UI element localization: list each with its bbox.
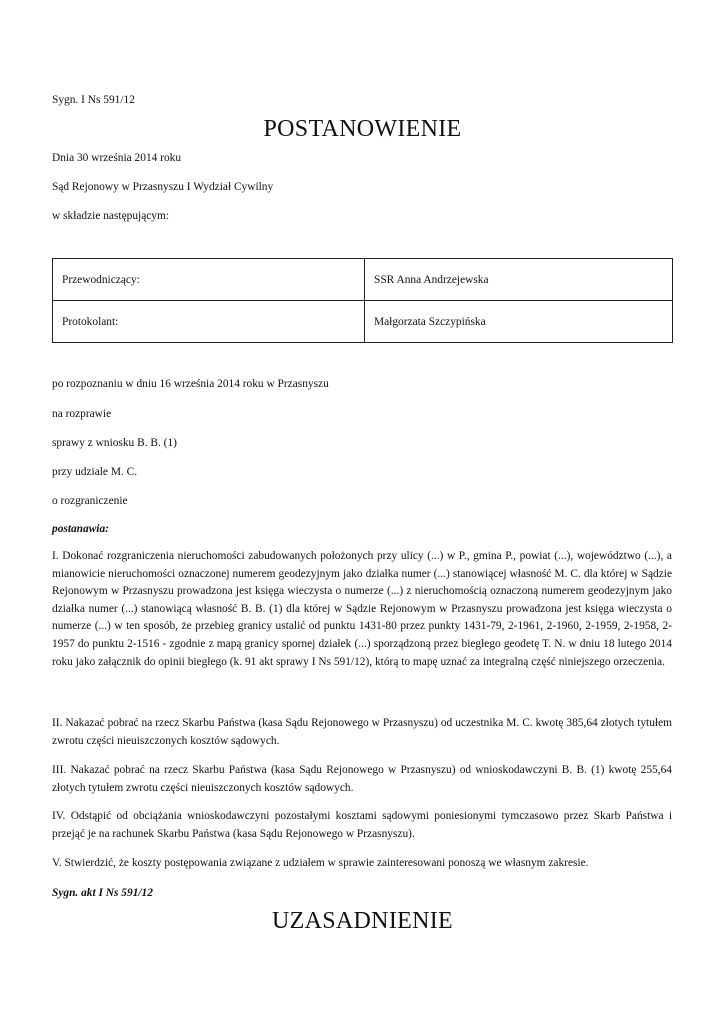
case-reference: Sygn. akt I Ns 591/12 (52, 887, 153, 899)
table-row (53, 259, 673, 301)
participant: przy udziale M. C. (52, 466, 138, 478)
composition-line: w składzie następującym: (52, 210, 170, 222)
case-signature: Sygn. I Ns 591/12 (52, 94, 135, 106)
case-subject: sprawy z wniosku B. B. (1) (52, 437, 177, 449)
justification-title: UZASADNIENIE (272, 908, 453, 934)
ruling-point-3: III. Nakazać pobrać na rzecz Skarbu Państwa (kasa Sądu Rejonowego w Przasnyszu) od wnioskodawczyni B. B. (1) kwotę 255,64 złotych tytułem zwrotu części nieuiszczonych kosztów sądowych. (52, 764, 672, 794)
table-row (53, 301, 673, 343)
role-cell: Przewodniczący: (53, 259, 365, 301)
person-cell: Małgorzata Szczypińska (365, 301, 673, 343)
ruling-point-5: V. Stwierdzić, że koszty postępowania związane z udziałem w sprawie zainteresowani ponoszą we własnym zakresie. (52, 857, 589, 869)
case-matter: o rozgraniczenie (52, 495, 128, 507)
ruling-point-2: II. Nakazać pobrać na rzecz Skarbu Państwa (kasa Sądu Rejonowego w Przasnyszu) od uczestnika M. C. kwotę 385,64 złotych tytułem zwrotu części nieuiszczonych kosztów sądowych. (52, 717, 672, 747)
person-cell: SSR Anna Andrzejewska (365, 259, 673, 301)
date-line: Dnia 30 września 2014 roku (52, 152, 182, 164)
composition-table (52, 258, 673, 343)
hearing-mode: na rozprawie (52, 408, 112, 420)
ruling-point-4: IV. Odstąpić od obciążania wnioskodawczyni pozostałymi kosztami sądowymi poniesionymi tymczasowo przez Skarb Państwa i przejąć je na rachunek Skarbu Państwa (kasa Sądu Rejonowego w Przasnyszu). (52, 810, 672, 840)
hearing-line: po rozpoznaniu w dniu 16 września 2014 roku w Przasnyszu (52, 378, 329, 390)
court-line: Sąd Rejonowy w Przasnyszu I Wydział Cywilny (52, 181, 274, 193)
role-cell: Protokolant: (53, 301, 365, 343)
decides-heading: postanawia: (52, 523, 109, 535)
document-title: POSTANOWIENIE (263, 116, 462, 142)
ruling-point-1: I. Dokonać rozgraniczenia nieruchomości zabudowanych położonych przy ulicy (...) w P., gmina P., powiat (...), województwo (...), a mianowicie nieruchomości oznaczonej numerem geodezyjnym jako działka numer (...) stanowiącej własność M. C. dla której w Sądzie Rejonowym w Przasnyszu prowadzona jest księga wieczysta o numerze (...) z nieruchomością oznaczoną numerem geodezyjnym jako działka numer (...) stanowiącą własność B. B. (1) dla której w Sądzie Rejonowym w Przasnyszu prowadzona jest księga wieczysta o numerze (...) w ten sposób, że przebieg granicy ustalić od punktu 1431-80 przez punkty 1431-79, 2-1961, 2-1960, 2-1959, 2-1958, 2-1957 do punktu 2-1516 - zgodnie z mapą granicy spornej działek (...) sporządzoną przez biegłego geodetę T. N. w dniu 18 lutego 2014 roku jako załącznik do opinii biegłego (k. 91 akt sprawy I Ns 591/12), którą to mapę uznać za integralną część niniejszego orzeczenia. (52, 550, 672, 668)
